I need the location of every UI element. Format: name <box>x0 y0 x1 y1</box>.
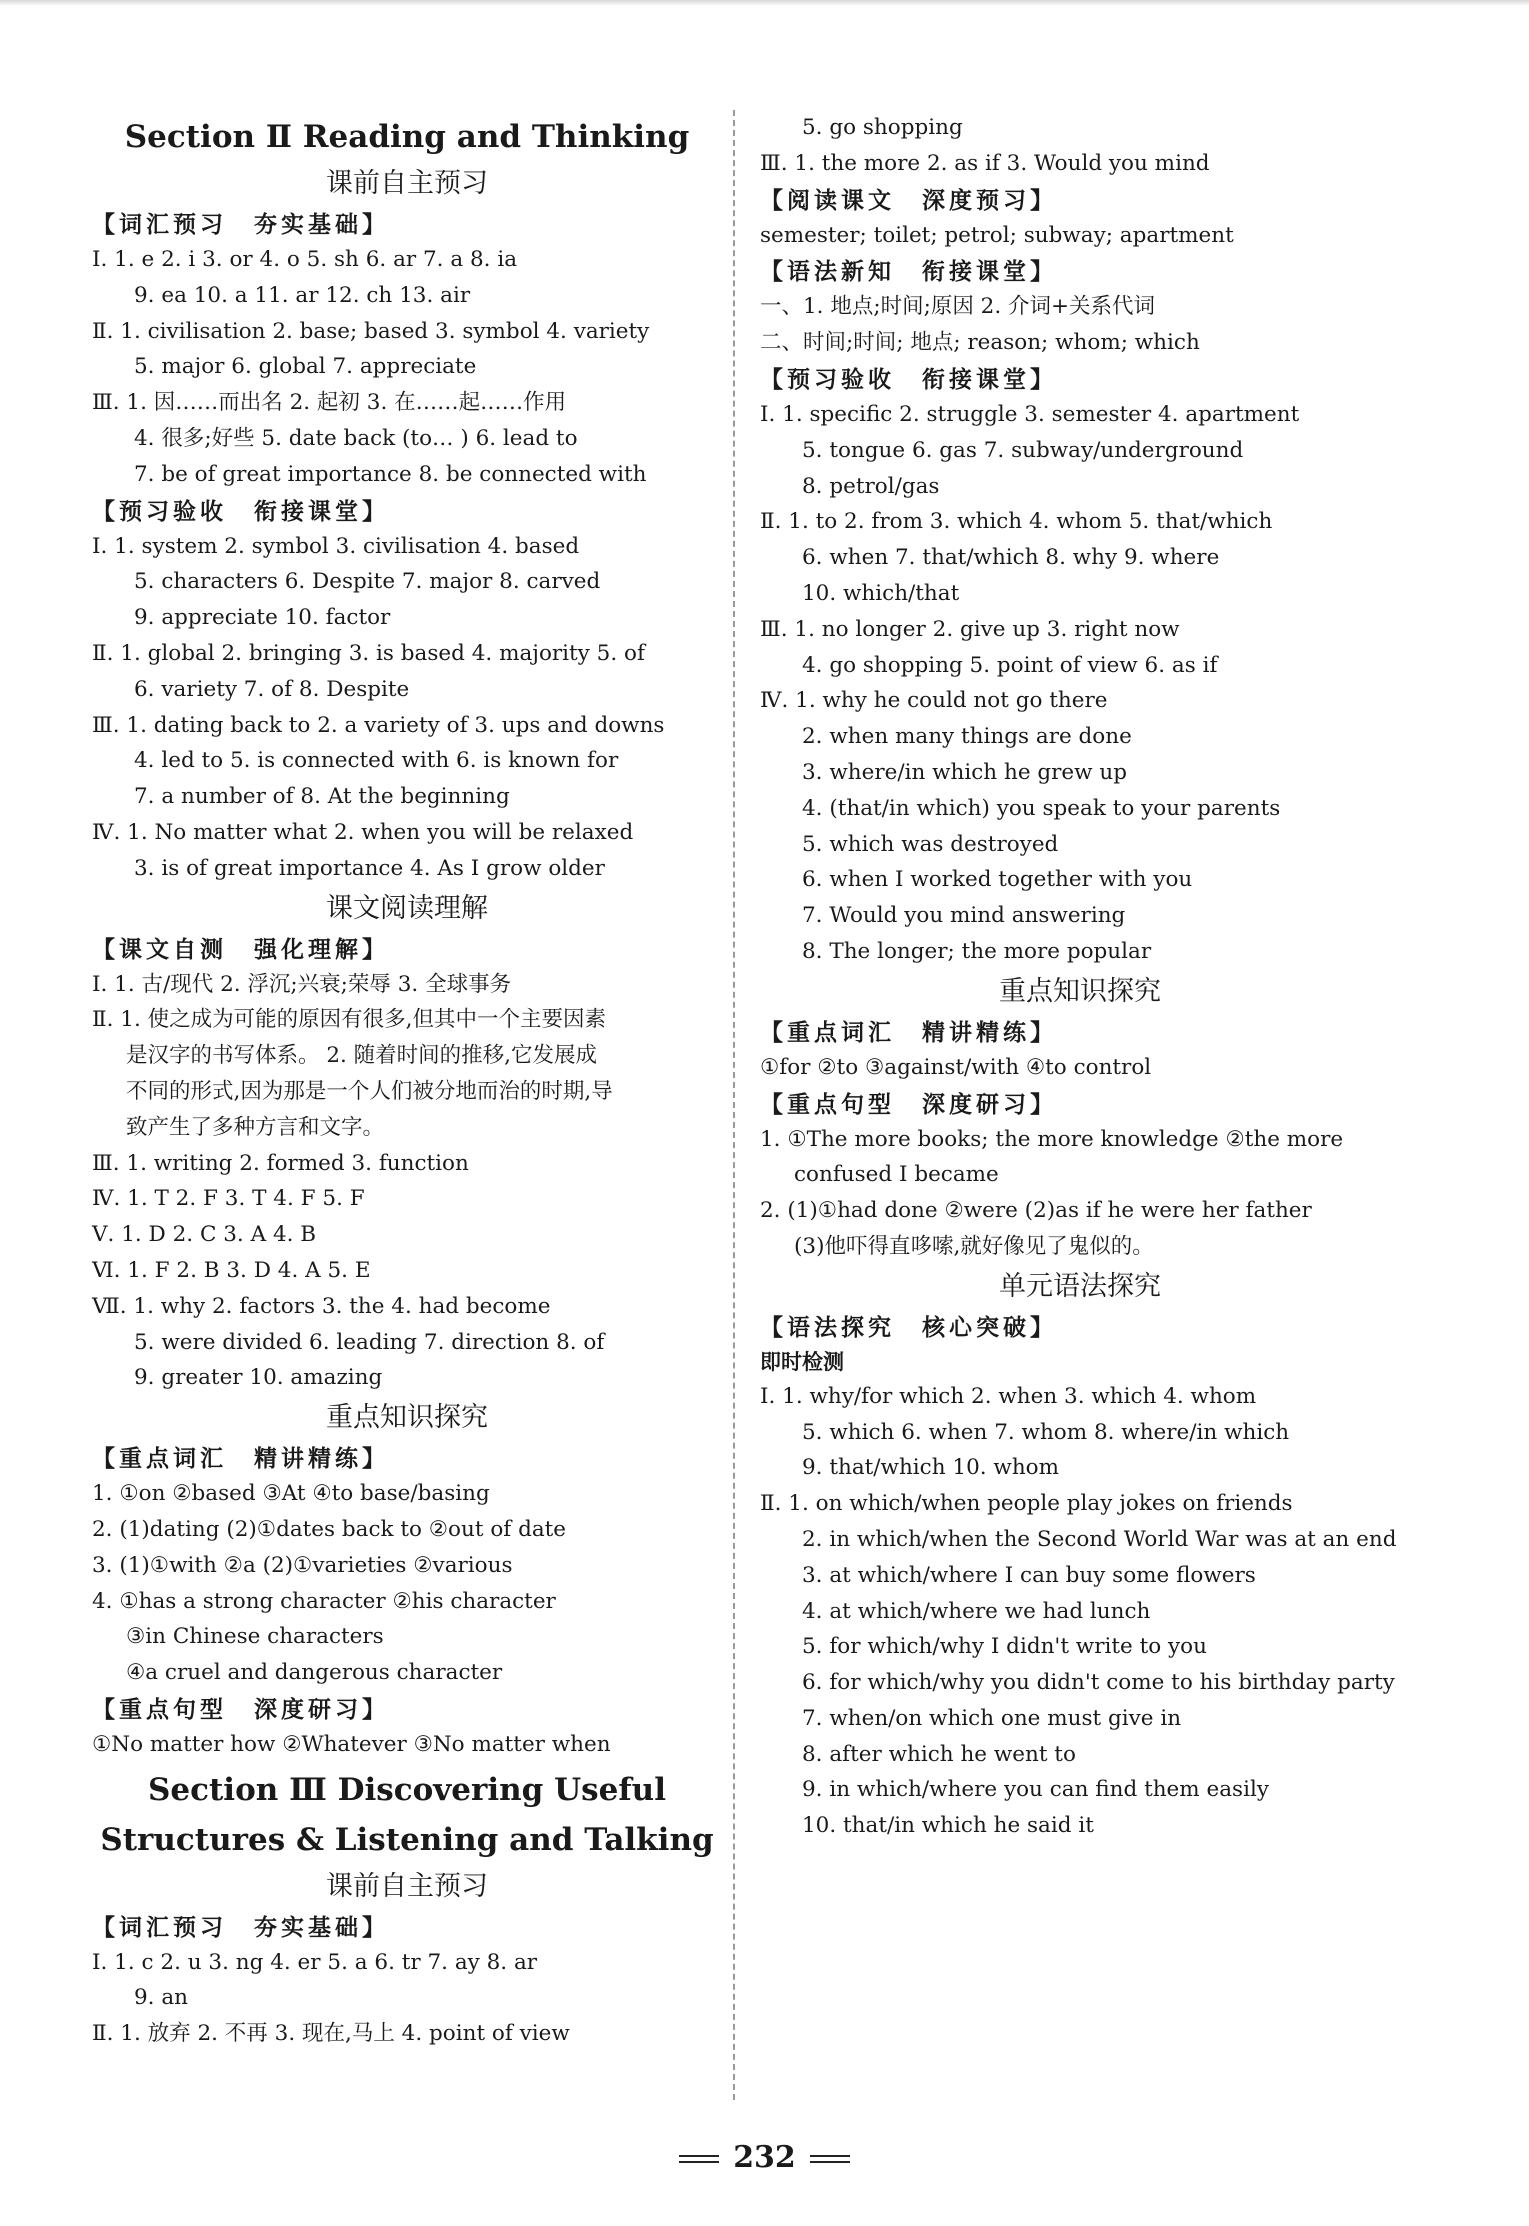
answer-line-indented: 4. at which/where we had lunch <box>802 1598 1151 1624</box>
answer-line: ①for ②to ③against/with ④to control <box>760 1054 1152 1080</box>
answer-line-indented: 9. greater 10. amazing <box>134 1365 383 1391</box>
section-title: Structures & Listening and Talking <box>100 1821 714 1858</box>
left-column <box>92 110 722 2052</box>
bracket-heading: 【预习验收 衔接课堂】 <box>760 365 1057 393</box>
column-divider <box>733 110 735 2100</box>
answer-line: Ⅱ. 1. 放弃 2. 不再 3. 现在,马上 4. point of view <box>92 2021 570 2047</box>
answer-line-continued: ④a cruel and dangerous character <box>126 1660 503 1686</box>
answer-line-continued: 致产生了多种方言和文字。 <box>126 1114 385 1140</box>
answer-line-indented: 9. in which/where you can find them easily <box>802 1777 1269 1803</box>
subsection-title: 重点知识探究 <box>326 1402 488 1434</box>
answer-line: Ⅳ. 1. T 2. F 3. T 4. F 5. F <box>92 1186 365 1212</box>
answer-line-indented: 4. 很多;好些 5. date back (to… ) 6. lead to <box>134 425 578 451</box>
answer-line: Ⅱ. 1. on which/when people play jokes on friends <box>760 1491 1293 1517</box>
answer-line-indented: 5. were divided 6. leading 7. direction 8. of <box>134 1329 605 1355</box>
bracket-heading: 【语法探究 核心突破】 <box>760 1313 1057 1341</box>
answer-line: 4. ①has a strong character ②his character <box>92 1588 556 1614</box>
answer-line-continued: ③in Chinese characters <box>126 1624 384 1650</box>
answer-line-indented: 9. an <box>134 1985 189 2011</box>
answer-line-continued: (3)他吓得直哆嗦,就好像见了鬼似的。 <box>794 1233 1154 1259</box>
answer-line: Ⅰ. 1. 古/现代 2. 浮沉;兴衰;荣辱 3. 全球事务 <box>92 971 512 997</box>
right-column <box>760 110 1400 1844</box>
answer-line-continued: 不同的形式,因为那是一个人们被分地而治的时期,导 <box>126 1078 613 1104</box>
answer-line-indented: 5. go shopping <box>802 115 963 140</box>
answer-line: Ⅲ. 1. writing 2. formed 3. function <box>92 1150 469 1176</box>
answer-line-indented: 5. which 6. when 7. whom 8. where/in which <box>802 1419 1290 1445</box>
answer-line: 1. ①The more books; the more knowledge ②the more <box>760 1126 1344 1152</box>
answer-line: Ⅱ. 1. civilisation 2. base; based 3. symbol 4. variety <box>92 318 650 344</box>
answer-line: Ⅳ. 1. why he could not go there <box>760 688 1108 714</box>
answer-line: Ⅳ. 1. No matter what 2. when you will be relaxed <box>92 819 634 845</box>
answer-line-indented: 7. Would you mind answering <box>802 903 1126 929</box>
answer-line-continued: 是汉字的书写体系。 2. 随着时间的推移,它发展成 <box>126 1043 598 1069</box>
answer-line-indented: 3. is of great importance 4. As I grow older <box>134 855 605 881</box>
answer-line-indented: 5. characters 6. Despite 7. major 8. carved <box>134 569 601 595</box>
answer-line: Ⅰ. 1. c 2. u 3. ng 4. er 5. a 6. tr 7. ay 8. ar <box>92 1949 538 1975</box>
answer-line: Ⅱ. 1. to 2. from 3. which 4. whom 5. that/which <box>760 509 1273 535</box>
answer-line: Ⅲ. 1. the more 2. as if 3. Would you mind <box>760 150 1210 176</box>
bracket-heading: 【重点词汇 精讲精练】 <box>760 1018 1057 1046</box>
answer-line: Ⅰ. 1. why/for which 2. when 3. which 4. whom <box>760 1383 1257 1409</box>
answer-line: semester; toilet; petrol; subway; apartment <box>760 222 1234 248</box>
bracket-heading: 【语法新知 衔接课堂】 <box>760 258 1057 286</box>
subsection-title: 单元语法探究 <box>999 1270 1161 1302</box>
answer-line-continued: confused I became <box>794 1162 999 1188</box>
answer-line: 2. (1)①had done ②were (2)as if he were her father <box>760 1198 1312 1224</box>
answer-line-indented: 9. ea 10. a 11. ar 12. ch 13. air <box>134 282 471 308</box>
answer-line: 二、时间;时间; 地点; reason; whom; which <box>760 330 1200 356</box>
answer-line: Ⅰ. 1. system 2. symbol 3. civilisation 4. based <box>92 533 580 559</box>
section-title: Section Ⅲ Discovering Useful <box>147 1771 666 1808</box>
answer-line: 2. (1)dating (2)①dates back to ②out of date <box>92 1516 567 1542</box>
answer-line: ①No matter how ②Whatever ③No matter when <box>92 1731 611 1757</box>
answer-line: 3. (1)①with ②a (2)①varieties ②various <box>92 1552 513 1578</box>
answer-line-indented: 7. a number of 8. At the beginning <box>134 784 510 810</box>
answer-line-indented: 4. (that/in which) you speak to your parents <box>802 795 1281 821</box>
answer-line: Ⅵ. 1. F 2. B 3. D 4. A 5. E <box>92 1257 371 1283</box>
section-title: Section Ⅱ Reading and Thinking <box>124 119 690 155</box>
top-border <box>0 0 1529 6</box>
answer-line-indented: 6. when I worked together with you <box>802 867 1193 893</box>
answer-line-indented: 5. major 6. global 7. appreciate <box>134 354 477 380</box>
answer-line-indented: 3. where/in which he grew up <box>802 759 1127 785</box>
footer-dash-left <box>679 2155 719 2163</box>
answer-line-indented: 2. in which/when the Second World War was at an end <box>802 1526 1397 1552</box>
answer-line-indented: 8. petrol/gas <box>802 473 940 499</box>
bracket-heading: 【重点句型 深度研习】 <box>92 1695 389 1723</box>
subsection-title: 课文阅读理解 <box>326 892 488 924</box>
bracket-heading: 【预习验收 衔接课堂】 <box>92 497 389 525</box>
subsection-title: 课前自主预习 <box>326 1870 488 1902</box>
answer-line: Ⅲ. 1. no longer 2. give up 3. right now <box>760 616 1180 642</box>
answer-line-indented: 5. which was destroyed <box>802 831 1059 857</box>
bracket-heading: 【词汇预习 夯实基础】 <box>92 1913 389 1941</box>
bracket-heading: 【重点句型 深度研习】 <box>760 1090 1057 1118</box>
answer-line-indented: 10. which/that <box>802 580 960 606</box>
answer-line: Ⅲ. 1. 因……而出名 2. 起初 3. 在……起……作用 <box>92 390 567 416</box>
answer-line: Ⅰ. 1. specific 2. struggle 3. semester 4. apartment <box>760 401 1300 427</box>
answer-line: 一、1. 地点;时间;原因 2. 介词+关系代词 <box>760 294 1156 320</box>
footer-dash-right <box>810 2155 850 2163</box>
page-number-footer <box>0 2140 1529 2175</box>
answer-line-indented: 2. when many things are done <box>802 724 1132 750</box>
answer-line: 1. ①on ②based ③At ④to base/basing <box>92 1481 490 1507</box>
answer-line-indented: 5. for which/why I didn't write to you <box>802 1634 1207 1660</box>
subsection-title: 重点知识探究 <box>999 975 1161 1007</box>
answer-line-indented: 6. for which/why you didn't come to his birthday party <box>802 1670 1395 1696</box>
answer-line: Ⅰ. 1. e 2. i 3. or 4. o 5. sh 6. ar 7. a 8. ia <box>92 247 518 272</box>
bracket-heading: 【词汇预习 夯实基础】 <box>92 211 389 238</box>
answer-line: Ⅴ. 1. D 2. C 3. A 4. B <box>92 1222 317 1248</box>
answer-line: Ⅲ. 1. dating back to 2. a variety of 3. ups and downs <box>92 712 665 738</box>
bracket-heading: 【阅读课文 深度预习】 <box>760 186 1057 214</box>
answer-line-indented: 4. led to 5. is connected with 6. is known for <box>134 748 619 774</box>
answer-line: Ⅶ. 1. why 2. factors 3. the 4. had become <box>92 1293 551 1319</box>
answer-line: Ⅱ. 1. 使之成为可能的原因有很多,但其中一个主要因素 <box>92 1007 606 1033</box>
answer-line-indented: 8. The longer; the more popular <box>802 938 1152 964</box>
bracket-heading: 【重点词汇 精讲精练】 <box>92 1445 389 1473</box>
subsection-title: 课前自主预习 <box>326 168 488 199</box>
answer-line-indented: 10. that/in which he said it <box>802 1813 1094 1839</box>
answer-line-indented: 7. be of great importance 8. be connected with <box>134 461 647 487</box>
answer-line-indented: 9. that/which 10. whom <box>802 1455 1059 1481</box>
answer-line-indented: 6. when 7. that/which 8. why 9. where <box>802 545 1220 571</box>
bracket-heading: 【课文自测 强化理解】 <box>92 935 389 963</box>
answer-line-indented: 7. when/on which one must give in <box>802 1705 1182 1731</box>
answer-line: Ⅱ. 1. global 2. bringing 3. is based 4. majority 5. of <box>92 640 645 666</box>
answer-line-indented: 4. go shopping 5. point of view 6. as if <box>802 652 1218 678</box>
page-number: 232 <box>733 2140 796 2175</box>
answer-line-indented: 6. variety 7. of 8. Despite <box>134 676 410 702</box>
answer-line-indented: 9. appreciate 10. factor <box>134 605 391 631</box>
answer-line-indented: 5. tongue 6. gas 7. subway/underground <box>802 437 1244 463</box>
plain-heading: 即时检测 <box>760 1348 844 1374</box>
answer-line-indented: 3. at which/where I can buy some flowers <box>802 1562 1256 1588</box>
answer-line-indented: 8. after which he went to <box>802 1741 1076 1767</box>
